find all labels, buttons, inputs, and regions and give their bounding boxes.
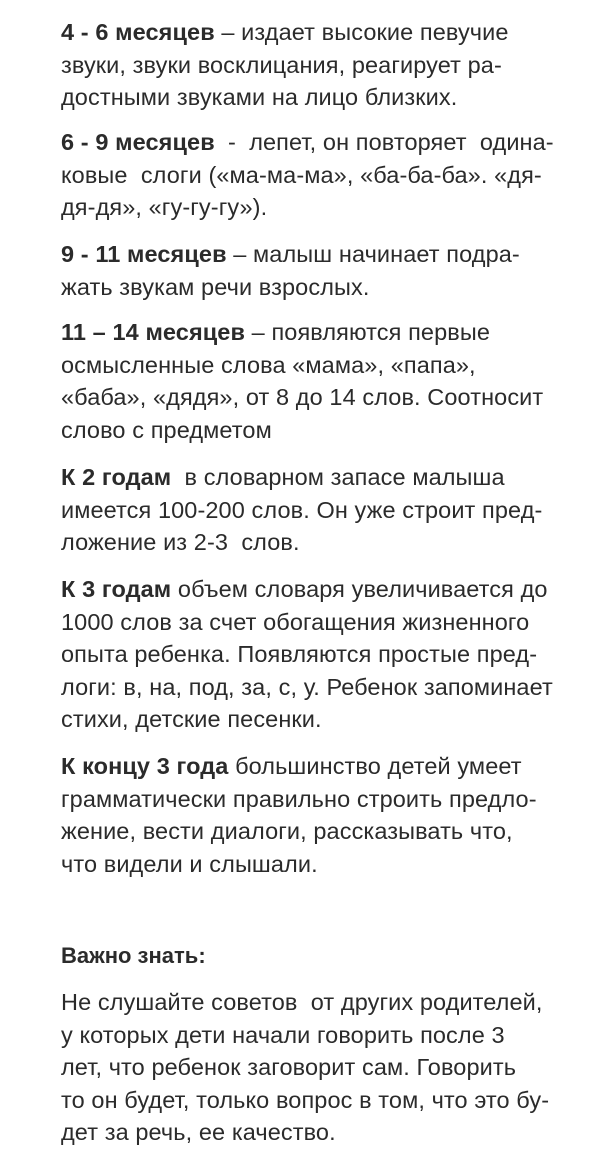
text-line xyxy=(61,81,600,114)
line-text: осмысленные слова «мама», «папа», xyxy=(61,351,476,378)
line-text: - лепет, он повторяет одина- xyxy=(214,129,554,155)
line-text: 1000 слов за счет обогащения жизненного xyxy=(61,608,530,635)
line-text: «баба», «дядя», от 8 до 14 слов. Соотносит xyxy=(61,384,544,411)
text-line xyxy=(61,49,600,82)
text-line xyxy=(61,1116,600,1149)
age-label: К 2 годам xyxy=(61,464,172,490)
text-line xyxy=(61,16,600,49)
line-text: что видели и слышали. xyxy=(61,850,318,877)
text-line xyxy=(61,414,600,447)
text-line xyxy=(61,159,600,192)
text-line xyxy=(61,815,600,848)
line-text: ложение из 2-3 слов. xyxy=(61,529,300,556)
line-text: стихи, детские песенки. xyxy=(61,706,322,733)
paragraph-3-years xyxy=(61,573,600,736)
paragraph-2-years xyxy=(61,461,600,559)
age-label: 6 - 9 месяцев xyxy=(61,129,215,155)
age-label: К концу 3 года xyxy=(61,753,229,779)
text-line xyxy=(61,191,600,224)
line-text: – издает высокие певучие xyxy=(214,19,509,45)
line-text: имеется 100-200 слов. Он уже строит пред- xyxy=(61,496,543,523)
line-text: дет за речь, ее качество. xyxy=(61,1119,336,1146)
line-text: Не слушайте советов от других родителей, xyxy=(61,989,543,1015)
line-text: ковые слоги («ма-ма-ма», «ба-ба-ба». «дя- xyxy=(61,161,542,188)
line-text: объем словаря увеличивается до xyxy=(171,576,548,602)
text-line xyxy=(61,238,600,271)
line-text: у которых дети начали говорить после 3 xyxy=(61,1021,505,1048)
line-text: жать звукам речи взрослых. xyxy=(61,273,370,300)
line-text: звуки, звуки восклицания, реагирует ра- xyxy=(61,51,502,78)
age-label: 11 – 14 месяцев xyxy=(61,319,246,345)
text-line xyxy=(61,703,600,736)
age-label: К 3 годам xyxy=(61,576,172,602)
paragraph-4-6-months xyxy=(61,16,600,114)
text-line xyxy=(61,573,600,606)
text-line xyxy=(61,783,600,816)
line-text: – малыш начинает подра- xyxy=(226,241,520,267)
paragraph-11-14-months xyxy=(61,316,600,446)
section-heading: Важно знать: xyxy=(61,943,206,968)
line-text: слово с предметом xyxy=(61,416,272,443)
text-line xyxy=(61,381,600,414)
text-line xyxy=(61,494,600,527)
line-text: лет, что ребенок заговорит сам. Говорить xyxy=(61,1054,517,1081)
paragraph-9-11-months xyxy=(61,238,600,303)
line-text: то он будет, только вопрос в том, что это бу- xyxy=(61,1086,550,1113)
text-line xyxy=(61,461,600,494)
paragraph-end-3-years xyxy=(61,750,600,880)
line-text: логи: в, на, под, за, с, у. Ребенок запоминает xyxy=(61,673,553,700)
paragraph-6-9-months xyxy=(61,126,600,224)
text-line xyxy=(61,349,600,382)
line-text: достными звуками на лицо близких. xyxy=(61,84,458,111)
line-text: грамматически правильно строить предло- xyxy=(61,785,537,812)
text-line xyxy=(61,848,600,881)
line-text: жение, вести диалоги, рассказывать что, xyxy=(61,818,513,845)
text-line xyxy=(61,606,600,639)
text-line xyxy=(61,1019,600,1052)
age-label: 4 - 6 месяцев xyxy=(61,19,215,45)
line-text: дя-дя», «гу-гу-гу»). xyxy=(61,194,268,221)
text-line xyxy=(61,986,600,1019)
text-line xyxy=(61,1051,600,1084)
text-line xyxy=(61,671,600,704)
text-line xyxy=(61,750,600,783)
text-line xyxy=(61,316,600,349)
age-label: 9 - 11 месяцев xyxy=(61,241,227,267)
line-text: опыта ребенка. Появляются простые пред- xyxy=(61,641,538,668)
text-line xyxy=(61,126,600,159)
text-line xyxy=(61,1084,600,1117)
text-line xyxy=(61,271,600,304)
line-text: – появляются первые xyxy=(245,319,490,345)
line-text: в словарном запасе малыша xyxy=(171,464,505,490)
line-text: большинство детей умеет xyxy=(228,753,522,779)
text-line xyxy=(61,526,600,559)
text-line xyxy=(61,638,600,671)
paragraph-advice xyxy=(61,986,600,1149)
